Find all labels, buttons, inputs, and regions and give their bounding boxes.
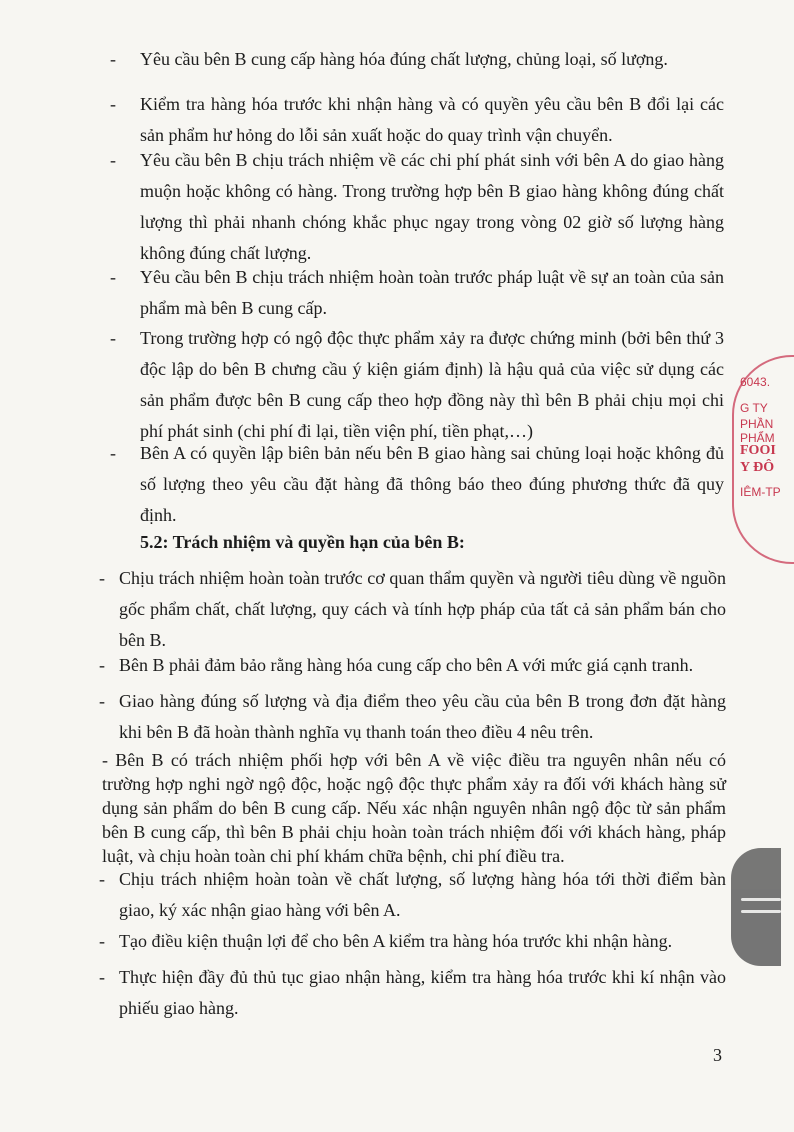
list-item: - Yêu cầu bên B chịu trách nhiệm hoàn toàn trước pháp luật về sự an toàn của sản phẩm mà bên B cung cấp.	[110, 267, 724, 318]
list-item: - Chịu trách nhiệm hoàn toàn về chất lượng, số lượng hàng hóa tới thời điểm bàn giao, ký xác nhận giao hàng với bên A.	[99, 869, 726, 920]
list-item: - Tạo điều kiện thuận lợi để cho bên A kiểm tra hàng hóa trước khi nhận hàng.	[99, 931, 673, 951]
list-item: - Yêu cầu bên B chịu trách nhiệm về các chi phí phát sinh với bên A do giao hàng muộn hoặc không có hàng. Trong trường hợp bên B giao hàng không đúng chất lượng thì phải nhanh chóng khắc phục ngay trong vòng 02 giờ số lượng hàng không đúng chất lượng.	[110, 150, 724, 263]
list-item: - Giao hàng đúng số lượng và địa điểm theo yêu cầu của bên B trong đơn đặt hàng khi bên B đã hoàn thành nghĩa vụ thanh toán theo điều 4 nêu trên.	[99, 691, 726, 742]
list-item: - Kiểm tra hàng hóa trước khi nhận hàng và có quyền yêu cầu bên B đổi lại các sản phẩm hư hỏng do lỗi sản xuất hoặc do quay trình vận chuyển.	[110, 94, 724, 145]
section-heading: 5.2: Trách nhiệm và quyền hạn của bên B:	[140, 532, 465, 552]
list-item: - Bên A có quyền lập biên bản nếu bên B giao hàng sai chủng loại hoặc không đủ số lượng theo yêu cầu đặt hàng đã thông báo theo đúng phương thức đã quy định.	[110, 443, 724, 525]
list-item: - Trong trường hợp có ngộ độc thực phẩm xảy ra được chứng minh (bởi bên thứ 3 độc lập do bên B chưng cầu ý kiện giám định) là hậu quả của việc sử dụng các sản phẩm được bên B cung cấp theo hợp đồng này thì bên B phải chịu mọi chi phí phát sinh (chi phí đi lại, tiền viện phí, tiền phạt,…)	[110, 328, 724, 441]
list-item: - Yêu cầu bên B cung cấp hàng hóa đúng chất lượng, chủng loại, số lượng.	[110, 49, 668, 69]
list-item: - Thực hiện đầy đủ thủ tục giao nhận hàng, kiểm tra hàng hóa trước khi kí nhận vào phiếu giao hàng.	[99, 967, 726, 1018]
scroll-handle[interactable]	[731, 848, 781, 966]
drag-lines-icon	[741, 910, 781, 913]
paragraph: - Bên B có trách nhiệm phối hợp với bên A về việc điều tra nguyên nhân nếu có trường hợp nghi ngờ ngộ độc, hoặc ngộ độc thực phẩm xảy ra đối với khách hàng sử dụng sản phẩm do bên B cung cấp. Nếu xác nhận nguyên nhân ngộ độc từ sản phẩm bên B cung cấp, thì bên B phải chịu hoàn toàn trách nhiệm đối với khách hàng, pháp luật, và chịu hoàn toàn chi phí khám chữa bệnh, chi phí điều tra.	[102, 750, 726, 866]
list-item: - Bên B phải đảm bảo rằng hàng hóa cung cấp cho bên A với mức giá cạnh tranh.	[99, 655, 694, 675]
list-item: - Chịu trách nhiệm hoàn toàn trước cơ quan thẩm quyền và người tiêu dùng về nguồn gốc phẩm chất, chất lượng, quy cách và tính hợp pháp của tất cả sản phẩm bán cho bên B.	[99, 568, 726, 650]
company-stamp: 6043. G TY PHẦN PHẨM FOOI Y ĐÔ IÊM-TP	[732, 355, 794, 564]
drag-lines-icon	[741, 898, 781, 901]
page-number: 3	[713, 1045, 722, 1065]
